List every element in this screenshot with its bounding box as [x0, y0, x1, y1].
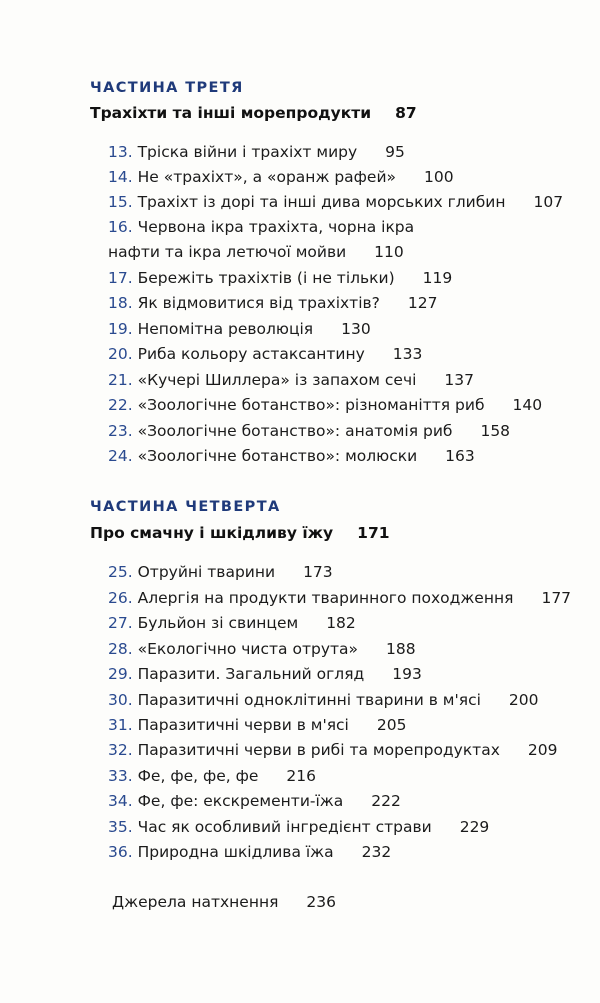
toc-entry-number: 30. — [108, 691, 133, 709]
toc-entry-33 — [108, 766, 316, 786]
toc-entry-number: 23. — [108, 422, 133, 440]
toc-entry-31 — [108, 715, 406, 735]
toc-entry-number: 22. — [108, 396, 133, 414]
toc-entry-27 — [108, 613, 356, 633]
toc-entry-35 — [108, 817, 489, 837]
sources-title: Джерела натхнення — [112, 893, 279, 911]
toc-entry-30 — [108, 690, 539, 710]
toc-entry-sources — [112, 893, 336, 911]
part3-title-page: 87 — [395, 104, 417, 122]
toc-entry-title: Отруйні тварини — [137, 563, 276, 581]
toc-entry-page: 110 — [374, 243, 404, 261]
toc-entry-title: Фе, фе, фе, фе — [137, 767, 259, 785]
toc-entry-page: 130 — [341, 320, 371, 338]
toc-entry-title-continued: нафти та ікра летючої мойви — [108, 243, 347, 261]
toc-entry-title: Паразитичні одноклітинні тварини в м'ясі — [137, 691, 481, 709]
toc-entry-34 — [108, 791, 401, 811]
toc-entry-number: 17. — [108, 269, 133, 287]
toc-entry-number: 33. — [108, 767, 133, 785]
toc-entry-page: 222 — [371, 792, 401, 810]
toc-entry-19 — [108, 319, 371, 339]
toc-entry-number: 34. — [108, 792, 133, 810]
toc-entry-14 — [108, 167, 454, 187]
toc-entry-page: 163 — [445, 447, 475, 465]
toc-entry-number: 16. — [108, 218, 133, 236]
toc-entry-number: 35. — [108, 818, 133, 836]
toc-entry-title: Паразитичні черви в м'ясі — [137, 716, 349, 734]
toc-entry-title: Бережіть трахіхтів (і не тільки) — [137, 269, 395, 287]
toc-entry-page: 100 — [424, 168, 454, 186]
toc-entry-number: 27. — [108, 614, 133, 632]
toc-entry-number: 31. — [108, 716, 133, 734]
toc-entry-title: Червона ікра трахіхта, чорна ікра — [137, 218, 415, 236]
toc-entry-number: 29. — [108, 665, 133, 683]
toc-entry-page: 140 — [512, 396, 543, 414]
toc-entry-28 — [108, 639, 416, 659]
toc-entry-title: «Зоологічне ботанство»: молюски — [137, 447, 418, 465]
toc-entry-title: «Зоологічне ботанство»: анатомія риб — [137, 422, 453, 440]
toc-entry-title: «Екологічно чиста отрута» — [137, 640, 358, 658]
toc-entry-title: Природна шкідлива їжа — [137, 843, 334, 861]
toc-entry-page: 188 — [386, 640, 416, 658]
toc-entry-number: 20. — [108, 345, 133, 363]
toc-entry-32 — [108, 740, 557, 760]
toc-entry-title: Не «трахіхт», а «оранж рафей» — [137, 168, 397, 186]
toc-entry-page: 200 — [508, 691, 539, 709]
toc-entry-page: 127 — [407, 294, 438, 312]
toc-entry-number: 13. — [108, 143, 133, 161]
part4-title-text: Про смачну і шкідливу їжу — [90, 524, 334, 542]
toc-entry-page: 158 — [480, 422, 511, 440]
toc-entry-26 — [108, 588, 571, 608]
toc-entry-25 — [108, 562, 333, 582]
toc-entry-number: 25. — [108, 563, 133, 581]
toc-entry-13 — [108, 142, 405, 162]
toc-entry-number: 36. — [108, 843, 133, 861]
toc-entry-title: Час як особливий інгредієнт страви — [137, 818, 432, 836]
toc-entry-page: 216 — [286, 767, 316, 785]
toc-entry-18 — [108, 293, 437, 313]
toc-entry-title: Бульйон зі свинцем — [137, 614, 299, 632]
toc-entry-page: 205 — [376, 716, 407, 734]
toc-entry-title: Тріска війни і трахіхт миру — [137, 143, 358, 161]
toc-entry-36 — [108, 842, 391, 862]
toc-entry-page: 209 — [527, 741, 558, 759]
part3-title — [90, 104, 417, 122]
toc-entry-title: Непомітна революція — [137, 320, 314, 338]
toc-entry-number: 18. — [108, 294, 133, 312]
toc-entry-title: «Кучері Шиллера» із запахом сечі — [137, 371, 417, 389]
part3-title-text: Трахіхти та інші морепродукти — [90, 104, 372, 122]
toc-entry-page: 182 — [326, 614, 356, 632]
toc-entry-20 — [108, 344, 422, 364]
toc-entry-17 — [108, 268, 452, 288]
toc-entry-number: 21. — [108, 371, 133, 389]
toc-entry-page: 95 — [385, 143, 405, 161]
toc-entry-page: 177 — [541, 589, 572, 607]
toc-entry-title: Паразитичні черви в рибі та морепродуктах — [137, 741, 500, 759]
toc-entry-page: 107 — [533, 193, 564, 211]
toc-entry-page: 232 — [361, 843, 392, 861]
toc-entry-number: 28. — [108, 640, 133, 658]
toc-entry-title: Алергія на продукти тваринного походження — [137, 589, 514, 607]
toc-entry-title: Риба кольору астаксантину — [137, 345, 365, 363]
toc-entry-29 — [108, 664, 422, 684]
toc-entry-page: 119 — [422, 269, 453, 287]
toc-entry-number: 15. — [108, 193, 133, 211]
part4-title — [90, 524, 390, 542]
toc-entry-title: Фе, фе: екскременти-їжа — [137, 792, 344, 810]
sources-page: 236 — [306, 893, 337, 911]
part4-title-page: 171 — [357, 524, 390, 542]
toc-entry-16 — [108, 217, 414, 237]
toc-entry-title: Паразити. Загальний огляд — [137, 665, 365, 683]
toc-entry-title: Трахіхт із дорі та інші дива морських глибин — [137, 193, 506, 211]
toc-entry-page: 137 — [444, 371, 475, 389]
toc-entry-page: 193 — [392, 665, 422, 683]
toc-entry-title: «Зоологічне ботанство»: різноманіття риб — [137, 396, 485, 414]
toc-entry-number: 14. — [108, 168, 133, 186]
part4-label: ЧАСТИНА ЧЕТВЕРТА — [90, 499, 281, 515]
toc-entry-number: 19. — [108, 320, 133, 338]
part3-label: ЧАСТИНА ТРЕТЯ — [90, 80, 244, 96]
toc-entry-number: 32. — [108, 741, 133, 759]
toc-entry-page: 229 — [459, 818, 490, 836]
toc-entry-page: 173 — [303, 563, 333, 581]
toc-entry-page: 133 — [392, 345, 423, 363]
toc-entry-15 — [108, 192, 563, 212]
toc-entry-title: Як відмовитися від трахіхтів? — [137, 294, 380, 312]
toc-entry-16-continued — [108, 242, 404, 262]
toc-entry-number: 24. — [108, 447, 133, 465]
toc-entry-22 — [108, 395, 542, 415]
toc-entry-21 — [108, 370, 474, 390]
toc-entry-24 — [108, 446, 475, 466]
toc-entry-23 — [108, 421, 510, 441]
toc-entry-number: 26. — [108, 589, 133, 607]
